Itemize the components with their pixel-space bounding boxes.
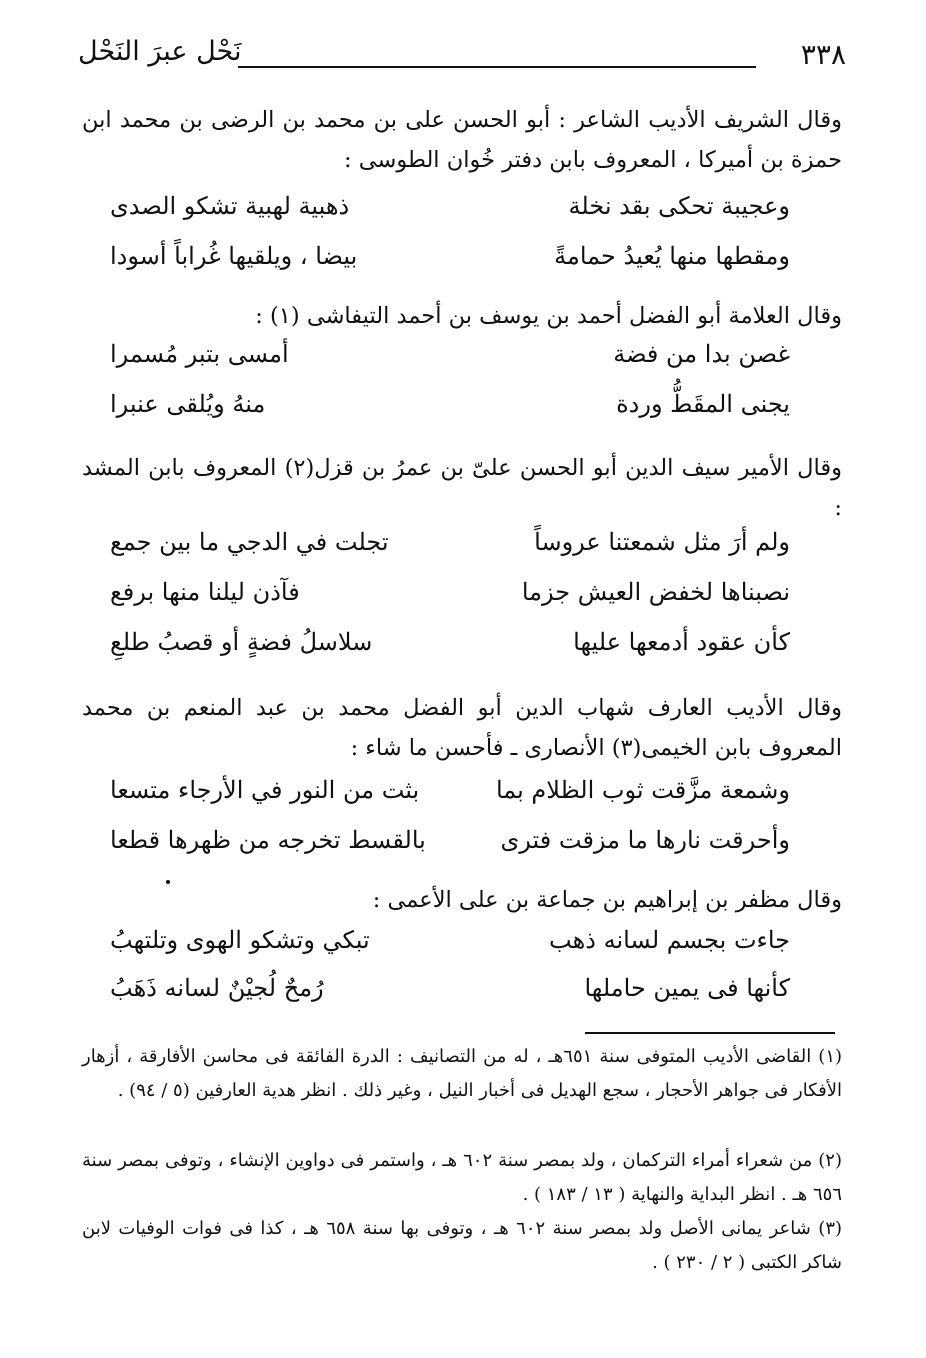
footnote-separator bbox=[585, 1032, 835, 1034]
verse-line bbox=[110, 390, 790, 434]
verse-second-hemistich: سلاسلُ فضةٍ أو قصبُ طلعِ bbox=[110, 628, 373, 656]
verse-second-hemistich: تبكي وتشكو الهوى وتلتهبُ bbox=[110, 926, 370, 954]
paragraph-intro-ibn-alkhaymi: وقال الأديب العارف شهاب الدين أبو الفضل محمد بن عبد المنعم بن محمد المعروف بابن الخيمى(٣) الأنصارى ـ فأحسن ما شاء : bbox=[82, 695, 842, 761]
verse-line bbox=[110, 340, 790, 384]
verse-line bbox=[110, 242, 790, 286]
verse-first-hemistich: جاءت بجسم لسانه ذهب bbox=[549, 926, 790, 954]
verse-first-hemistich: وعجيبة تحكى بقد نخلة bbox=[568, 192, 790, 220]
verse-line bbox=[110, 926, 790, 970]
page-number: ٣٣٨ bbox=[800, 38, 846, 71]
verse-first-hemistich: ولم أرَ مثل شمعتنا عروساً bbox=[534, 528, 790, 556]
verse-first-hemistich: يجنى المقَطُّ وردة bbox=[616, 390, 790, 418]
verse-second-hemistich: منهُ ويُلقى عنبرا bbox=[110, 390, 266, 418]
verse-second-hemistich: فآذن ليلنا منها برفع bbox=[110, 578, 300, 606]
verse-second-hemistich: بالقسط تخرجه من ظهرها قطعا bbox=[110, 826, 426, 854]
verse-line bbox=[110, 826, 790, 870]
verse-second-hemistich: تجلت في الدجي ما بين جمع bbox=[110, 528, 389, 556]
paragraph-intro-muzaffar: وقال مظفر بن إبراهيم بن جماعة بن على الأعمى : bbox=[372, 887, 842, 913]
page-header bbox=[78, 30, 846, 80]
paragraph-intro-tusi: وقال الشريف الأديب الشاعر : أبو الحسن على بن محمد بن الرضى بن محمد ابن حمزة بن أميركا ، المعروف بابن دفتر خُوان الطوسى : bbox=[82, 107, 842, 173]
verse-line bbox=[110, 776, 790, 820]
verse-line bbox=[110, 192, 790, 236]
verse-second-hemistich: رُمحٌ لُجيْنٌ لسانه ذَهَبُ bbox=[110, 974, 324, 1002]
verse-first-hemistich: وشمعة مزَّقت ثوب الظلام بما bbox=[495, 776, 790, 804]
verse-first-hemistich: غصن بدا من فضة bbox=[613, 340, 790, 368]
verse-second-hemistich: بيضا ، ويلقيها غُراباً أسودا bbox=[110, 242, 358, 270]
verse-line bbox=[110, 628, 790, 672]
verse-second-hemistich: أمسى بتبر مُسمرا bbox=[110, 340, 289, 368]
verse-line bbox=[110, 974, 790, 1018]
footnote-3: (٣) شاعر يمانى الأصل ولد بمصر سنة ٦٠٢ هـ ، وتوفى بها سنة ٦٥٨ هـ ، كذا فى فوات الوفيات لابن شاكر الكتبى ( ٢ / ٢٣٠ ) . bbox=[82, 1218, 843, 1273]
verse-line bbox=[110, 528, 790, 572]
header-rule bbox=[238, 66, 756, 68]
footnote-2: (٢) من شعراء أمراء التركمان ، ولد بمصر سنة ٦٠٢ هـ ، واستمر فى دواوين الإنشاء ، وتوفى بمصر سنة ٦٥٦ هـ . انظر البداية والنهاية ( ١٣ / ١٨٣ ) . bbox=[82, 1150, 842, 1205]
footnote-1: (١) القاضى الأديب المتوفى سنة ٦٥١هـ ، له من التصانيف : الدرة الفائقة فى محاسن الأفارقة ، أزهار الأفكار فى جواهر الأحجار ، سجع الهديل فى أخبار النيل ، وغير ذلك . انظر هدية العارفين (٥ / ٩٤) . bbox=[82, 1046, 843, 1101]
verse-first-hemistich: نصبناها لخفض العيش جزما bbox=[521, 578, 790, 606]
verse-second-hemistich: ذهبية لهبية تشكو الصدى bbox=[110, 192, 350, 220]
verse-first-hemistich: وأحرقت نارها ما مزقت فترى bbox=[500, 826, 790, 854]
paragraph-intro-tifashi: وقال العلامة أبو الفضل أحمد بن يوسف بن أحمد التيفاشى (١) : bbox=[255, 303, 842, 329]
verse-first-hemistich: كأنها فى يمين حاملها bbox=[584, 974, 790, 1002]
verse-second-hemistich: بثت من النور في الأرجاء متسعا bbox=[110, 776, 420, 804]
verse-first-hemistich: ومقطها منها يُعيدُ حمامةً bbox=[554, 242, 790, 270]
running-title: نَحْل عبرَ النَحْل bbox=[78, 36, 242, 67]
paragraph-intro-ibn-almushidd: وقال الأمير سيف الدين أبو الحسن علىّ بن عمرُ بن قزل(٢) المعروف بابن المشد : bbox=[82, 455, 843, 521]
verse-first-hemistich: كأن عقود أدمعها عليها bbox=[573, 628, 790, 656]
verse-line bbox=[110, 578, 790, 622]
